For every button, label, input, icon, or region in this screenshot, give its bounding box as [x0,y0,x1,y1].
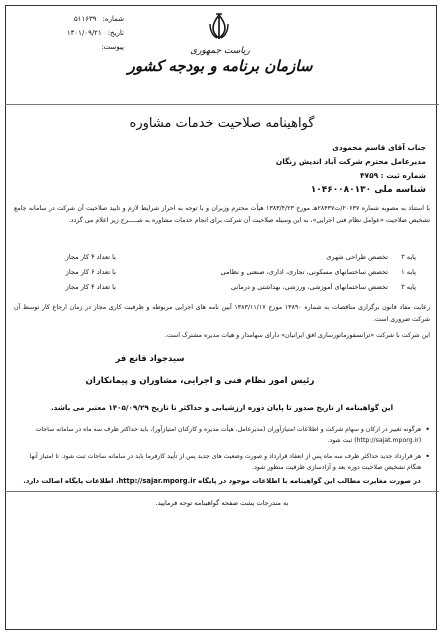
intro-paragraph: با استناد به مصوبه شماره ۲۰۶۳۷/ت۲۸۴۳۷هـ مورخ ۱۳۸۳/۴/۲۳ هیأت محترم وزیران و با توجه به احراز شرایط لازم و تایید صلاحیت آن شرکت در سامانه جامع تشخیص صلاحیت «عوامل نظام فنی اجرایی»، به این وسیله صلاحیت آن شرکت برای انجام خدمات مشاوره به شـــــرح زیر اعلام می گردد. [14,205,430,224]
recipient-position: مدیرعامل محترم شرکت آباد اندیش زنگان [275,157,426,166]
specialty-capacity: با تعداد ۶ کار مجاز [65,268,116,276]
bullet-list [14,424,430,473]
signatory-name: سیدجواد قانع فر [115,353,185,363]
recipient-name: جناب آقای قاسم محمودی [332,143,426,152]
date-row [14,28,124,38]
letter-meta [14,14,124,52]
specialty-row [36,251,416,263]
specialty-capacity: با تعداد ۴ کار مجاز [65,283,116,291]
header-divider [5,104,439,105]
date-label: تاریخ: [107,29,124,37]
bullet-icon: • [425,452,430,461]
national-id: شناسه ملی ۱۰۴۶۰۰۸۰۱۳۰ [310,185,426,195]
specialty-name: تخصص ساختمانهای مسکونی، تجاری، اداری، صنعتی و نظامی [220,268,388,276]
rules-paragraph: رعایت مفاد قانون برگزاری مناقصات به شماره ۱۳۸۹۰ مورخ ۱۳۸۳/۱۱/۱۷ آیین نامه های اجرایی مربوطه و ظرفیت کاری مجاز در زمان ارجاع کار توسط آن شرکت ضروری است. [14,304,430,323]
footer-divider [5,491,439,492]
organization-name: سازمان برنامه و بودجه کشور [127,57,313,75]
specialty-level: پایه ۳ [401,253,416,261]
specialty-row [36,281,416,293]
specialty-row [36,266,416,278]
certificate-title: گواهینامه صلاحیت خدمات مشاوره [129,116,315,131]
list-item [14,424,430,446]
registration-number: شماره ثبت : ۴۷۵۹ [360,171,426,180]
bullet-text: هر قرارداد جدید حداکثر ظرف سه ماه پس از انعقاد قرارداد و صورت وضعیت های جدید پس از تأیید کارفرما باید در سامانه ساجات ثبت شود. تا امتیاز آنها هنگام تشخیص صلاحیت دوره بعد و آزادسازی ظرفیت منظور شود. [29,453,422,471]
attachment-label: پیوست: [101,43,124,51]
signatory-role: رئیس امور نظام فنی و اجرایی، مشاوران و پیمانکاران [85,376,315,386]
specialty-level: پایه ۳ [401,283,416,291]
presidency-text: ریاست جمهوری [190,46,250,56]
validity-statement: این گواهینامه از تاریخ صدور تا پایان دوره ارزشیابی و حداکثر تا تاریخ ۱۴۰۵/۰۹/۲۹ معتبر می باشد. [50,403,394,412]
number-value: ۵۱۱۶۳۹ [73,15,97,23]
specialty-capacity: با تعداد ۴ کار مجاز [65,253,116,261]
back-page-note: به مندرجات پشت صفحه گواهینامه توجه فرمایید. [155,499,289,507]
specialty-name: تخصص طراحی شهری [326,253,388,261]
specialties-list [36,251,416,293]
recipient-block [126,141,426,197]
attachment-row [14,42,124,52]
note-paragraph: این شرکت با شرکت «ترانسفورماتورسازی افق ایرانیان» دارای سهامدار و هیات مدیره مشترک است. [164,332,430,339]
specialty-level: پایه ۱ [401,268,416,276]
mismatch-notice: در صورت مغایرت مطالب این گواهینامه با اطلاعات موجود در پایگاه http://sajar.mporg.ir، اطلاعات پایگاه اصالت دارد. [23,477,421,485]
specialty-name: تخصص ساختمانهای آموزشی، ورزشی، بهداشتی و درمانی [230,283,388,291]
date-value: ۱۴۰۱/۰۹/۲۱ [66,29,102,37]
bullet-text: هرگونه تغییر در ارکان و سهام شرکت و اطلاعات امتیازآوران (مدیرعامل، هیأت مدیره و کارکنان امتیازآور)، باید حداکثر ظرف سه ماه در سامانه ساجات (http://sajat.mporg.ir) ثبت شود. [35,426,422,444]
number-row [14,14,124,24]
list-item [14,451,430,473]
number-label: شماره: [102,15,124,23]
bullet-icon: • [425,425,430,434]
emblem-icon [204,12,234,42]
